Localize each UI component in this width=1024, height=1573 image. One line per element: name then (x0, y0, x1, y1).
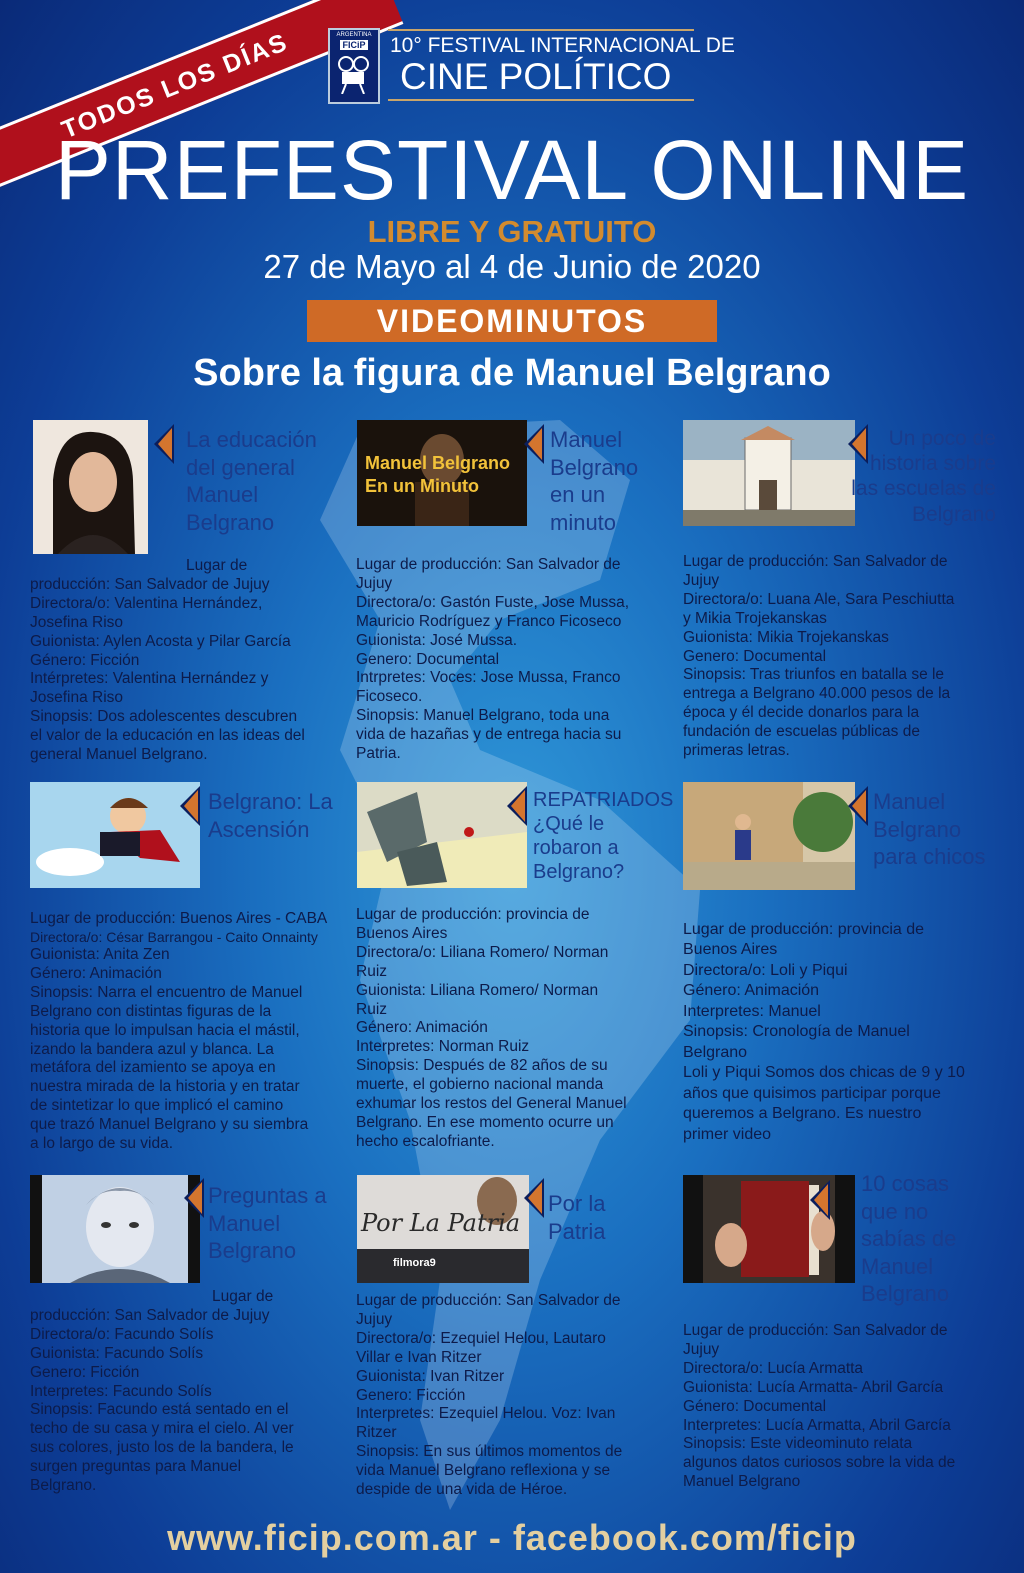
detail-line: Género: Animación (30, 964, 162, 982)
detail-line: Lugar de producción: Buenos Aires - CABA (30, 910, 328, 927)
logo-name: FICiP (342, 40, 366, 50)
festival-rule-top (388, 29, 694, 31)
repatriados-sketch-image (357, 782, 527, 888)
detail-line: Genero: Documental (683, 647, 827, 665)
detail-line: Belgrano. En ese momento ocurre un (356, 1113, 614, 1131)
film-details (30, 557, 342, 765)
film-thumbnail[interactable] (683, 782, 855, 890)
category-label: VIDEOMINUTOS (376, 302, 648, 339)
detail-line: vida de hazañas y de entrega hacia su (356, 726, 622, 744)
film-details (356, 1292, 668, 1500)
detail-line: general Manuel Belgrano. (30, 746, 208, 764)
detail-line: Ritzer (356, 1424, 397, 1442)
ficip-logo (328, 28, 380, 104)
film-camera-icon (336, 54, 372, 94)
film-thumbnail[interactable] (357, 1175, 529, 1283)
detail-line: Guionista: Anita Zen (30, 945, 170, 963)
detail-line: Sinopsis: Narra el encuentro de Manuel (30, 983, 303, 1001)
film-thumbnail[interactable] (30, 782, 200, 888)
detail-line: de sintetizar lo que implicó el camino (30, 1097, 284, 1115)
detail-line: Género: Documental (683, 1397, 827, 1415)
detail-line: Género: Animación (683, 982, 820, 1000)
school-building-image (683, 420, 855, 526)
film-details (683, 553, 995, 761)
detail-line: Jujuy (683, 1340, 720, 1358)
detail-line: Interpretes: Norman Ruiz (356, 1038, 530, 1056)
detail-line: Lugar de producción: San Salvador de (356, 1292, 621, 1309)
detail-line: muerte, el gobierno nacional manda (356, 1076, 604, 1094)
detail-line: primer video (683, 1125, 772, 1143)
detail-line: Lugar de producción: San Salvador de (356, 556, 621, 573)
film-thumbnail[interactable] (683, 420, 855, 526)
detail-line: Belgrano. (30, 1477, 97, 1495)
date-range: 27 de Mayo al 4 de Junio de 2020 (263, 248, 761, 285)
film-details (356, 906, 668, 1152)
detail-line: algunos datos curiosos sobre la vida de (683, 1454, 956, 1472)
detail-line: Lugar de (212, 1288, 274, 1305)
film-title[interactable]: REPATRIADOS ¿Qué le robaron a Belgrano? (533, 789, 674, 883)
detail-line: Directora/o: César Barrangou - Caito Onnainty (30, 928, 318, 945)
topic-heading: Sobre la figura de Manuel Belgrano (193, 352, 831, 394)
detail-line: Genero: Ficción (30, 1363, 140, 1381)
detail-line: Directora/o: Valentina Hernández, (30, 594, 263, 612)
detail-line: Sinopsis: Dos adolescentes descubren (30, 708, 298, 726)
detail-line: metáfora del izamiento se apoya en (30, 1059, 276, 1077)
detail-line: años que quisimos participar porque (683, 1084, 941, 1102)
film-title[interactable]: Belgrano: La Ascensión (208, 789, 333, 842)
arrow-marker-icon (522, 1178, 546, 1218)
detail-line: Intérpretes: Valentina Hernández y (30, 670, 269, 688)
detail-line: hecho escalofriante. (356, 1132, 495, 1150)
detail-line: Guionista: Aylen Acosta y Pilar García (30, 632, 291, 650)
detail-line: Guionista: Liliana Romero/ Norman (356, 981, 599, 999)
kids-drawing-image (683, 782, 855, 890)
film-details (356, 556, 668, 764)
detail-line: sus colores, justo los de la bandera, le (30, 1439, 294, 1457)
footer-links[interactable]: www.ficip.com.ar - facebook.com/ficip (167, 1517, 857, 1558)
detail-line: entrega a Belgrano 40.000 pesos de la (683, 685, 951, 703)
detail-line: historia que lo impulsan hacia el mástil, (30, 1021, 300, 1039)
detail-line: Jujuy (683, 571, 720, 589)
detail-line: Mauricio Rodríguez y Franco Ficoseco (356, 612, 622, 630)
detail-line: Ficoseco. (356, 688, 423, 706)
detail-line: Directora/o: Liliana Romero/ Norman (356, 943, 609, 961)
detail-line: producción: San Salvador de Jujuy (30, 1306, 270, 1324)
film-title[interactable]: 10 cosas que no sabías de Manuel Belgrano (861, 1171, 957, 1306)
detail-line: Ruiz (356, 1000, 388, 1018)
detail-line: despide de una vida de Héroe. (356, 1481, 568, 1499)
detail-line: vida Manuel Belgrano reflexiona y se (356, 1462, 611, 1480)
detail-line: surgen preguntas para Manuel (30, 1458, 242, 1476)
category-banner (307, 300, 717, 342)
portrait-girl-image (33, 420, 148, 554)
detail-line: Buenos Aires (683, 941, 778, 959)
detail-line: que trazó Manuel Belgrano y su siembra (30, 1116, 309, 1134)
detail-line: Interpretes: Lucía Armatta, Abril García (683, 1416, 951, 1434)
detail-line: el valor de la educación en las ideas del (30, 727, 305, 745)
arrow-marker-icon (182, 1178, 206, 1218)
film-details (683, 1322, 1003, 1492)
thumb-caption: Manuel Belgrano En un Minuto (365, 453, 511, 496)
arrow-marker-icon (522, 424, 546, 464)
logo-country: ARGENTINA (336, 32, 372, 38)
free-label: LIBRE Y GRATUITO (367, 214, 657, 249)
detail-line: Buenos Aires (356, 924, 448, 942)
detail-line: Interpretes: Ezequiel Helou. Voz: Ivan (356, 1405, 616, 1423)
detail-line: Directora/o: Lucía Armatta (683, 1359, 864, 1377)
detail-line: fundación de escuelas públicas de (683, 723, 920, 741)
festival-rule-bottom (388, 99, 694, 101)
film-title[interactable]: Por la Patria (548, 1191, 606, 1244)
detail-line: Directora/o: Ezequiel Helou, Lautaro (356, 1329, 606, 1347)
detail-line: Directora/o: Gastón Fuste, Jose Mussa, (356, 593, 630, 611)
detail-line: Interpretes: Facundo Solís (30, 1382, 212, 1400)
detail-line: Belgrano (683, 1043, 748, 1061)
film-thumbnail[interactable] (357, 782, 527, 888)
flying-belgrano-cartoon (30, 782, 200, 888)
detail-line: Jujuy (356, 1310, 393, 1328)
detail-line: Sinopsis: Facundo está sentado en el (30, 1401, 289, 1419)
thumb-caption: Por La Patria (361, 1209, 521, 1237)
detail-line: Guionista: José Mussa. (356, 631, 518, 649)
detail-line: Patria. (356, 745, 401, 763)
detail-line: Sinopsis: Después de 82 años de su (356, 1057, 608, 1075)
film-thumbnail[interactable] (357, 420, 527, 526)
detail-line: queremos a Belgrano. Es nuestro (683, 1105, 922, 1123)
film-title[interactable]: Preguntas a Manuel Belgrano (208, 1183, 327, 1263)
detail-line: Villar e Ivan Ritzer (356, 1348, 482, 1366)
detail-line: Manuel Belgrano (683, 1473, 801, 1491)
detail-line: Genero: Ficción (356, 1386, 466, 1404)
detail-line: Genero: Documental (356, 650, 500, 668)
film-thumbnail[interactable] (30, 1175, 200, 1283)
thumb-watermark: filmora9 (393, 1257, 436, 1269)
arrow-marker-icon (846, 786, 870, 826)
detail-line: Directora/o: Luana Ale, Sara Peschiutta (683, 590, 955, 608)
detail-line: Josefina Riso (30, 689, 124, 707)
detail-line: Lugar de producción: provincia de (683, 921, 925, 938)
detail-line: producción: San Salvador de Jujuy (30, 575, 270, 593)
detail-line: Jujuy (356, 574, 393, 592)
detail-line: Intrpretes: Voces: Jose Mussa, Franco (356, 669, 621, 687)
detail-line: Género: Ficción (30, 651, 140, 669)
arrow-marker-icon (178, 786, 202, 826)
detail-line: Sinopsis: Manuel Belgrano, toda una (356, 707, 610, 725)
arrow-marker-icon (152, 424, 176, 464)
detail-line: Loli y Piqui Somos dos chicas de 9 y 10 (683, 1064, 965, 1082)
detail-line: Lugar de producción: San Salvador de (683, 1322, 948, 1339)
detail-line: Sinopsis: Tras triunfos en batalla se le (683, 666, 945, 684)
detail-line: izando la bandera azul y blanca. La (30, 1040, 274, 1058)
detail-line: Guionista: Mikia Trojekanskas (683, 628, 889, 646)
film-details (683, 920, 1003, 1145)
film-details (30, 1288, 350, 1496)
detail-line: Lugar de producción: San Salvador de (683, 553, 948, 570)
detail-line: Interpretes: Manuel (683, 1002, 821, 1020)
film-title[interactable]: Manuel Belgrano para chicos (873, 789, 986, 869)
detail-line: Lugar de producción: provincia de (356, 906, 590, 923)
detail-line: Guionista: Facundo Solís (30, 1344, 204, 1362)
detail-line: Género: Animación (356, 1019, 488, 1037)
detail-line: Guionista: Lucía Armatta- Abril García (683, 1378, 944, 1396)
film-details (30, 910, 350, 1154)
detail-line: Sinopsis: Cronología de Manuel (683, 1023, 910, 1041)
belgrano-portrait-image (30, 1175, 200, 1283)
detail-line: primeras letras. (683, 742, 790, 760)
detail-line: y Mikia Trojekanskas (683, 609, 827, 627)
detail-line: Lugar de (186, 557, 248, 574)
film-title[interactable]: Un poco de historia sobre las escuelas de Belgrano (851, 427, 996, 526)
detail-line: Directora/o: Loli y Piqui (683, 961, 848, 979)
detail-line: Guionista: Ivan Ritzer (356, 1367, 505, 1385)
detail-line: exhumar los restos del General Manuel (356, 1095, 627, 1113)
film-title[interactable]: Manuel Belgrano en un minuto (550, 427, 639, 535)
arrow-marker-icon (808, 1180, 832, 1220)
film-thumbnail[interactable] (33, 420, 148, 554)
detail-line: Directora/o: Facundo Solís (30, 1325, 214, 1343)
detail-line: época y él decide donarlos para la (683, 704, 920, 722)
detail-line: Belgrano con distintas figuras de la (30, 1002, 272, 1020)
detail-line: Ruiz (356, 962, 388, 980)
detail-line: nuestra mirada de la historia y en tratar (30, 1078, 300, 1096)
page-title: PREFESTIVAL ONLINE (54, 123, 970, 217)
detail-line: Sinopsis: En sus últimos momentos de (356, 1443, 623, 1461)
festival-edition: 10° FESTIVAL INTERNACIONAL DE (390, 34, 735, 57)
detail-line: Josefina Riso (30, 613, 124, 631)
arrow-marker-icon (505, 786, 529, 826)
detail-line: Sinopsis: Este videominuto relata (683, 1435, 913, 1453)
detail-line: techo de su casa y mira el cielo. Al ver (30, 1420, 294, 1438)
detail-line: a lo largo de su vida. (30, 1135, 174, 1153)
festival-name: CINE POLÍTICO (400, 56, 672, 97)
ribbon-text: TODOS LOS DÍAS (57, 27, 292, 144)
film-title[interactable]: La educación del general Manuel Belgrano (186, 427, 317, 535)
